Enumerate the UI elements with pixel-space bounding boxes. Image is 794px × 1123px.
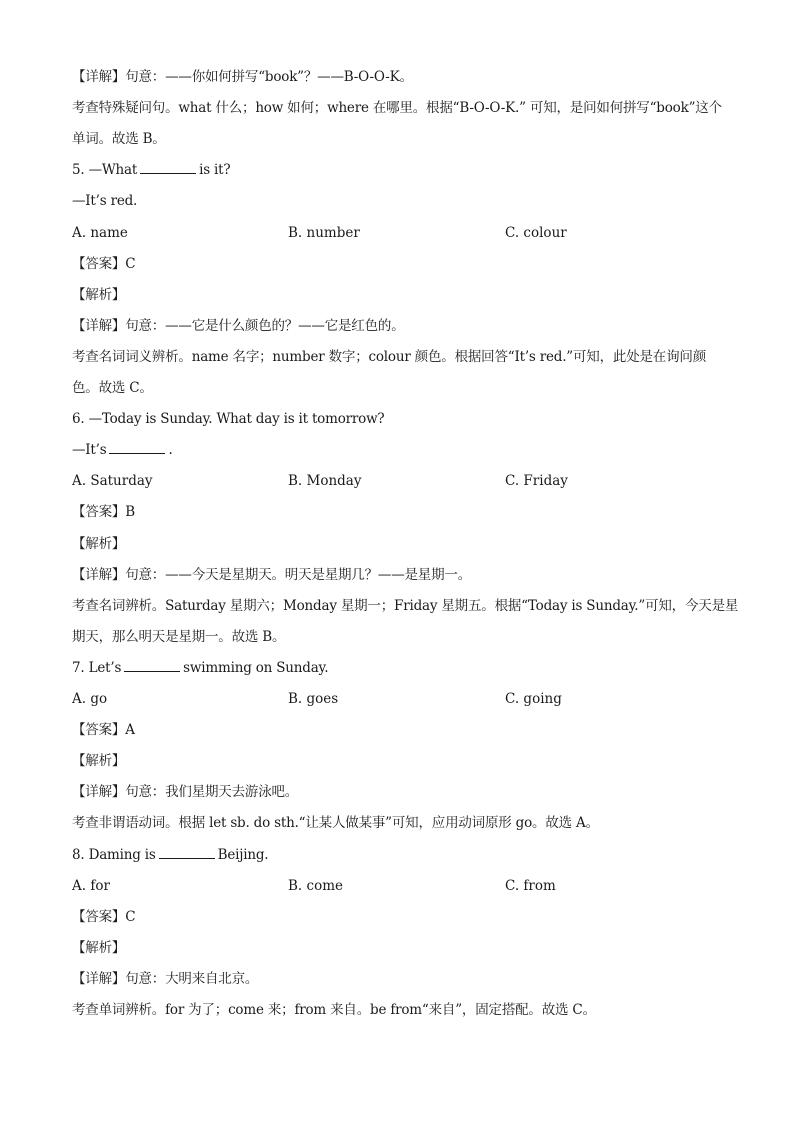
answer-value: C	[125, 256, 136, 272]
option-b: B. goes	[288, 691, 339, 707]
question-line	[72, 659, 328, 677]
line-text: —It’s red.	[72, 193, 138, 209]
text-line	[72, 814, 599, 832]
option-c: C. from	[505, 878, 556, 894]
question-text-before: 5. —What	[72, 162, 138, 178]
answer-blank	[140, 161, 196, 174]
line-text: 考查名词词义辨析。name 名字；number 数字；colour 颜色。根据回答“It’s red.”可知，此处是在询问颜	[72, 349, 707, 365]
text-line	[72, 410, 384, 428]
text-line	[72, 130, 166, 148]
detail-line	[72, 970, 258, 988]
question-text-after: Beijing.	[217, 847, 269, 863]
option-b: B. number	[288, 225, 360, 241]
line-text: 6. —Today is Sunday. What day is it tomorrow?	[72, 411, 385, 427]
answer-value: C	[125, 909, 136, 925]
detail-label: 【详解】	[72, 567, 126, 583]
text-line	[72, 192, 137, 210]
answer-label: 【答案】	[72, 722, 126, 738]
detail-line	[72, 317, 405, 335]
answer-line	[72, 503, 135, 521]
analysis-heading	[72, 939, 125, 957]
answer-line	[72, 255, 135, 273]
question-text-before: 8. Daming is	[72, 847, 156, 863]
detail-line	[72, 68, 413, 86]
text-line	[72, 348, 706, 366]
analysis-label: 【解析】	[72, 940, 126, 956]
text-line	[72, 1001, 596, 1019]
analysis-label: 【解析】	[72, 753, 126, 769]
line-text: 考查单词辨析。for 为了；come 来；from 来自。be from“来自”，固定搭配。故选 C。	[72, 1002, 596, 1018]
detail-label: 【详解】	[72, 69, 126, 85]
answer-blank	[124, 659, 180, 672]
option-a: A. name	[72, 225, 128, 241]
answer-blank	[109, 441, 165, 454]
detail-line	[72, 783, 298, 801]
option-a: A. Saturday	[72, 473, 153, 489]
detail-text: 句意：大明来自北京。	[125, 971, 259, 987]
question-text-after: is it?	[199, 162, 231, 178]
detail-text: 句意：我们星期天去游泳吧。	[125, 784, 299, 800]
analysis-heading	[72, 286, 125, 304]
question-text-before: —It’s	[72, 442, 107, 458]
line-text: 考查特殊疑问句。what 什么；how 如何；where 在哪里。根据“B-O-O-K.” 可知，是问如何拼写“book”这个	[72, 100, 722, 116]
option-a: A. go	[72, 691, 108, 707]
option-b: B. Monday	[288, 473, 362, 489]
line-text: 期天，那么明天是星期一。故选 B。	[72, 629, 286, 645]
line-text: 考查名词辨析。Saturday 星期六；Monday 星期一；Friday 星期五。根据“Today is Sunday.”可知，今天是星	[72, 598, 739, 614]
analysis-heading	[72, 752, 125, 770]
text-line	[72, 379, 153, 397]
question-text-after: swimming on Sunday.	[183, 660, 329, 676]
option-b: B. come	[288, 878, 343, 894]
detail-line	[72, 566, 471, 584]
detail-label: 【详解】	[72, 318, 126, 334]
answer-label: 【答案】	[72, 504, 126, 520]
text-line	[72, 99, 722, 117]
option-a: A. for	[72, 878, 110, 894]
detail-label: 【详解】	[72, 971, 126, 987]
line-text: 色。故选 C。	[72, 380, 153, 396]
option-c: C. Friday	[505, 473, 568, 489]
line-text: 单词。故选 B。	[72, 131, 166, 147]
detail-text: 句意：——你如何拼写“book”？——B-O-O-K。	[125, 69, 413, 85]
question-line	[72, 161, 230, 179]
question-line	[72, 846, 268, 864]
analysis-label: 【解析】	[72, 536, 126, 552]
question-line	[72, 441, 173, 459]
answer-line	[72, 908, 135, 926]
detail-text: 句意：——它是什么颜色的？——它是红色的。	[125, 318, 405, 334]
text-line	[72, 597, 738, 615]
question-text-before: 7. Let’s	[72, 660, 122, 676]
answer-value: B	[125, 504, 135, 520]
text-line	[72, 628, 285, 646]
answer-label: 【答案】	[72, 909, 126, 925]
answer-blank	[159, 846, 215, 859]
detail-label: 【详解】	[72, 784, 126, 800]
question-text-after: .	[168, 442, 173, 458]
line-text: 考查非谓语动词。根据 let sb. do sth.“让某人做某事”可知，应用动词原形 go。故选 A。	[72, 815, 599, 831]
answer-line	[72, 721, 135, 739]
analysis-heading	[72, 535, 125, 553]
option-c: C. going	[505, 691, 562, 707]
analysis-label: 【解析】	[72, 287, 126, 303]
detail-text: 句意：——今天是星期天。明天是星期几？——是星期一。	[125, 567, 472, 583]
option-c: C. colour	[505, 225, 567, 241]
answer-value: A	[125, 722, 135, 738]
answer-label: 【答案】	[72, 256, 126, 272]
